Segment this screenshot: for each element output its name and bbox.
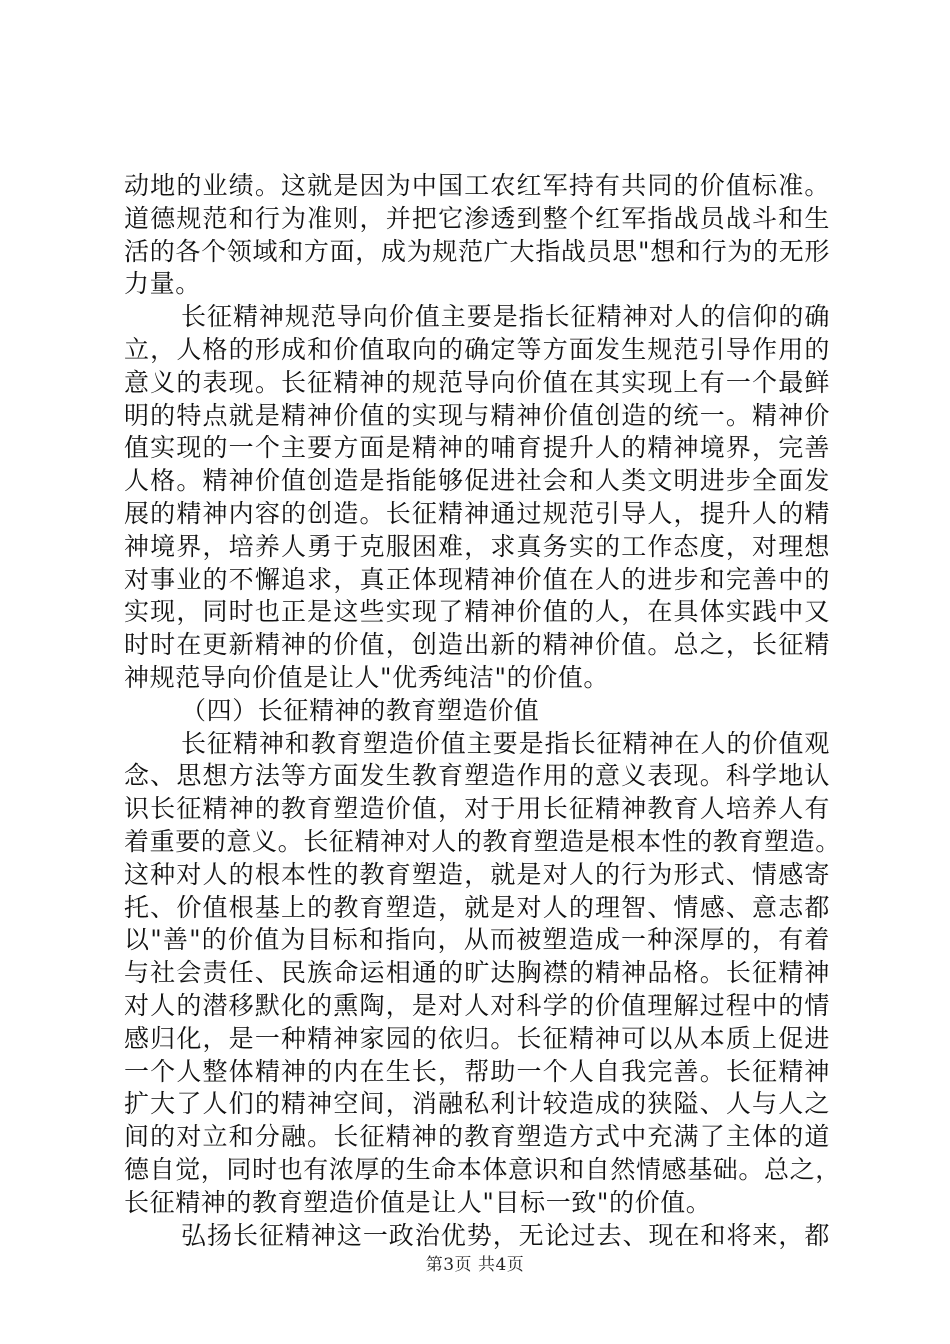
text-line: 人格。精神价值创造是指能够促进社会和人类文明进步全面发 — [124, 466, 830, 496]
text-line: 立，人格的形成和价值取向的确定等方面发生规范引导作用的 — [124, 334, 830, 364]
text-line: 力量。 — [124, 269, 201, 299]
text-line: 与社会责任、民族命运相通的旷达胸襟的精神品格。长征精神 — [124, 958, 830, 988]
text-line: 以"善"的价值为目标和指向，从而被塑造成一种深厚的，有着 — [124, 925, 830, 955]
text-line: 长征精神和教育塑造价值主要是指长征精神在人的价值观 — [181, 728, 830, 758]
text-line: 长征精神的教育塑造价值是让人"目标一致"的价值。 — [124, 1187, 712, 1217]
text-line: 明的特点就是精神价值的实现与精神价值创造的统一。精神价 — [124, 400, 830, 430]
text-line: 间的对立和分融。长征精神的教育塑造方式中充满了主体的道 — [124, 1122, 830, 1152]
text-line: 神规范导向价值是让人"优秀纯洁"的价值。 — [124, 662, 609, 692]
text-line: 对事业的不懈追求，真正体现精神价值在人的进步和完善中的 — [124, 564, 830, 594]
text-line: 时时在更新精神的价值，创造出新的精神价值。总之，长征精 — [124, 630, 830, 660]
text-line: 动地的业绩。这就是因为中国工农红军持有共同的价值标准。 — [124, 171, 830, 200]
text-line: 扩大了人们的精神空间，消融私利计较造成的狭隘、人与人之 — [124, 1089, 830, 1119]
text-line: 着重要的意义。长征精神对人的教育塑造是根本性的教育塑造。 — [124, 826, 841, 856]
text-line: 对人的潜移默化的熏陶，是对人对科学的价值理解过程中的情 — [124, 990, 830, 1020]
text-line: 道德规范和行为准则，并把它渗透到整个红军指战员战斗和生 — [124, 203, 830, 233]
text-line: 一个人整体精神的内在生长，帮助一个人自我完善。长征精神 — [124, 1056, 830, 1086]
text-line: 德自觉，同时也有浓厚的生命本体意识和自然情感基础。总之， — [124, 1154, 841, 1184]
text-line: 识长征精神的教育塑造价值，对于用长征精神教育人培养人有 — [124, 794, 830, 824]
text-line: 意义的表现。长征精神的规范导向价值在其实现上有一个最鲜 — [124, 367, 830, 397]
page-footer: 第3页 共4页 — [425, 1255, 525, 1275]
text-line: 长征精神规范导向价值主要是指长征精神对人的信仰的确 — [181, 302, 830, 332]
document-body — [124, 170, 841, 1252]
text-line: 展的精神内容的创造。长征精神通过规范引导人，提升人的精 — [124, 498, 830, 528]
text-line: 念、思想方法等方面发生教育塑造作用的意义表现。科学地认 — [124, 761, 830, 791]
text-line: 活的各个领域和方面，成为规范广大指战员思"想和行为的无形 — [124, 236, 830, 266]
text-line: 弘扬长征精神这一政治优势，无论过去、现在和将来，都 — [181, 1220, 830, 1250]
text-line: 神境界，培养人勇于克服困难，求真务实的工作态度，对理想 — [124, 531, 830, 561]
text-line: （四）长征精神的教育塑造价值 — [181, 695, 540, 725]
text-line: 这种对人的根本性的教育塑造，就是对人的行为形式、情感寄 — [124, 859, 830, 889]
text-line: 实现，同时也正是这些实现了精神价值的人，在具体实践中又 — [124, 597, 830, 627]
text-line: 值实现的一个主要方面是精神的哺育提升人的精神境界，完善 — [124, 433, 830, 463]
text-line: 托、价值根基上的教育塑造，就是对人的理智、情感、意志都 — [124, 892, 830, 922]
text-line: 感归化，是一种精神家园的依归。长征精神可以从本质上促进 — [124, 1023, 830, 1053]
